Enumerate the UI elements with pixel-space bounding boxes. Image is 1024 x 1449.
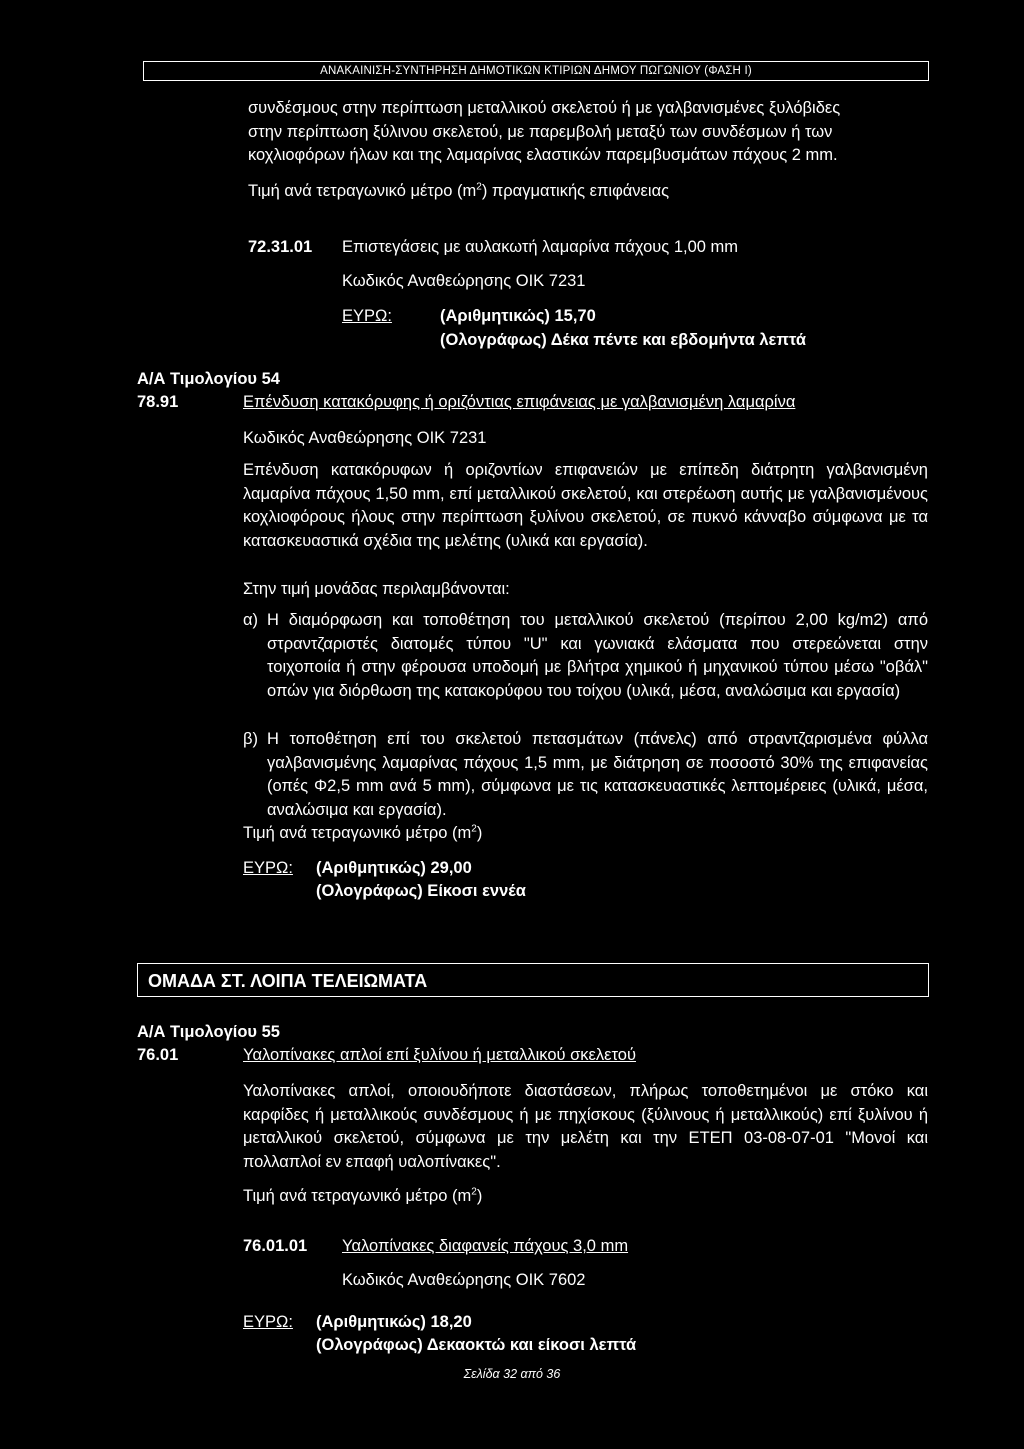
item-76-01-01-review-code: Κωδικός Αναθεώρησης ΟΙΚ 7602 bbox=[342, 1271, 586, 1289]
item-55-euro-label: ΕΥΡΩ: bbox=[243, 1313, 293, 1331]
intro-price-unit: Τιμή ανά τετραγωνικό μέτρο $(m^2)$ πραγματικής επιφάνειας bbox=[248, 181, 670, 200]
item-54-price-words: (Ολογράφως) Είκοσι εννέα bbox=[316, 882, 526, 900]
item-72-31-01-price-words: (Ολογράφως) Δέκα πέντε και εβδομήντα λεπτά bbox=[440, 331, 807, 349]
item-55-title: Υαλοπίνακες απλοί επί ξυλίνου ή μεταλλικού σκελετού bbox=[243, 1046, 636, 1064]
item-54-price-unit: Τιμή ανά τετραγωνικό μέτρο $(m^2)$ bbox=[243, 823, 483, 842]
list-a-text: Η διαμόρφωση και τοποθέτηση του μεταλλικού σκελετού (περίπου 2,00 kg/m2) από στραντζαριστές διατομές τύπου "U" και γωνιακά ελάσματα που στερεώνεται στην τοιχοποιία ή στην φέρουσα υποδομή με βλήτρα χημικού ή μηχανικού τύπου μέσω "οβάλ" οπών για διόρθωση της κατακορύφου του τοίχου (υλικά, μέσα, αναλώσιμα και εργασία) bbox=[267, 611, 928, 700]
list-b-text: Η τοποθέτηση επί του σκελετού πετασμάτων (πάνελς) από στραντζαρισμένα φύλλα γαλβανισμένης λαμαρίνας πάχους 1,5 mm, με διάτρηση σε ποσοστό 30% της επιφανείας (οπές Φ2,5 mm ανά 5 mm), σύμφωνα με τις κατασκευαστικές λεπτομέρειες (υλικά, μέσα, αναλώσιμα και εργασία). bbox=[267, 730, 928, 819]
intro-text bbox=[248, 97, 938, 168]
intro-line-3: κοχλιοφόρων ήλων και της λαμαρίνας ελαστικών παρεμβυσμάτων πάχους 2 mm. bbox=[248, 146, 838, 165]
item-55-aa: Α/Α Τιμολογίου 55 bbox=[137, 1023, 280, 1041]
item-54-description: Επένδυση κατακόρυφων ή οριζοντίων επιφανειών με επίπεδη διάτρητη γαλβανισμένη λαμαρίνα πάχους 1,50 mm, επί μεταλλικού σκελετού, και στερέωση αυτής με γαλβανισμένους κοχλιοφόρους ήλους στην περίπτωση ξυλίνου σκελετού, σε πυκνό κάνναβο σύμφωνα με τα κατασκευαστικά σχέδια της μελέτης (υλικά και εργασία). bbox=[243, 461, 928, 550]
item-72-31-01-title: Επιστεγάσεις με αυλακωτή λαμαρίνα πάχους 1,00 mm bbox=[342, 238, 739, 256]
item-54-aa: Α/Α Τιμολογίου 54 bbox=[137, 370, 280, 388]
item-76-01-01-title: Υαλοπίνακες διαφανείς πάχους 3,0 mm bbox=[342, 1237, 629, 1255]
item-55-code: 76.01 bbox=[137, 1046, 179, 1064]
item-55-description: Υαλοπίνακες απλοί, οποιουδήποτε διαστάσεων, πλήρως τοποθετημένοι με στόκο και καρφίδες ή μεταλλικούς συνδέσμους ή με πηχίσκους (ξύλινους ή μεταλλικούς) επί ξυλίνου ή μεταλλικού σκελετού, σύμφωνα με την μελέτη και την ΕΤΕΠ 03-08-07-01 "Μονοί και πολλαπλοί εν επαφή υαλοπίνακες". bbox=[243, 1082, 928, 1171]
item-54-euro-label: ΕΥΡΩ: bbox=[243, 859, 293, 877]
item-54-includes: Στην τιμή μονάδας περιλαμβάνονται: bbox=[243, 580, 510, 598]
document-header: ΑΝΑΚΑΙΝΙΣΗ-ΣΥΝΤΗΡΗΣΗ ΔΗΜΟΤΙΚΩΝ ΚΤΙΡΙΩΝ ΔΗΜΟΥ ΠΩΓΩΝΙΟΥ (ΦΑΣΗ Ι) bbox=[143, 61, 929, 81]
item-72-31-01-code: 72.31.01 bbox=[248, 238, 313, 256]
page-number: Σελίδα 32 από 36 bbox=[463, 1367, 561, 1381]
intro-line-2: στην περίπτωση ξύλινου σκελετού, με παρεμβολή μεταξύ των συνδέσμων ή των bbox=[248, 122, 833, 141]
list-a-label: α) bbox=[243, 611, 259, 629]
item-55-price-unit: Τιμή ανά τετραγωνικό μέτρο $(m^2)$ bbox=[243, 1186, 483, 1205]
item-54-list-a bbox=[243, 609, 928, 703]
item-72-31-01-review-code: Κωδικός Αναθεώρησης ΟΙΚ 7231 bbox=[342, 272, 586, 290]
item-55-price-words: (Ολογράφως) Δεκαοκτώ και είκοσι λεπτά bbox=[316, 1336, 637, 1354]
item-55-price-numeric: (Αριθμητικώς) 18,20 bbox=[316, 1313, 472, 1331]
item-54-review-code: Κωδικός Αναθεώρησης ΟΙΚ 7231 bbox=[243, 429, 487, 447]
section-title-box: ΟΜΑΔΑ ΣΤ. ΛΟΙΠΑ ΤΕΛΕΙΩΜΑΤΑ bbox=[137, 963, 929, 997]
item-54-title: Επένδυση κατακόρυφης ή οριζόντιας επιφάνειας με γαλβανισμένη λαμαρίνα bbox=[243, 393, 796, 411]
item-72-31-01-price-numeric: (Αριθμητικώς) 15,70 bbox=[440, 307, 596, 325]
item-54-price-numeric: (Αριθμητικώς) 29,00 bbox=[316, 859, 472, 877]
list-b-label: β) bbox=[243, 730, 258, 748]
intro-line-1: συνδέσμους στην περίπτωση μεταλλικού σκελετού ή με γαλβανισμένες ξυλόβιδες bbox=[248, 99, 841, 117]
item-76-01-01-code: 76.01.01 bbox=[243, 1237, 308, 1255]
item-72-31-01-euro-label: ΕΥΡΩ: bbox=[342, 307, 392, 325]
item-54-code: 78.91 bbox=[137, 393, 179, 411]
item-54-list-b bbox=[243, 728, 928, 822]
